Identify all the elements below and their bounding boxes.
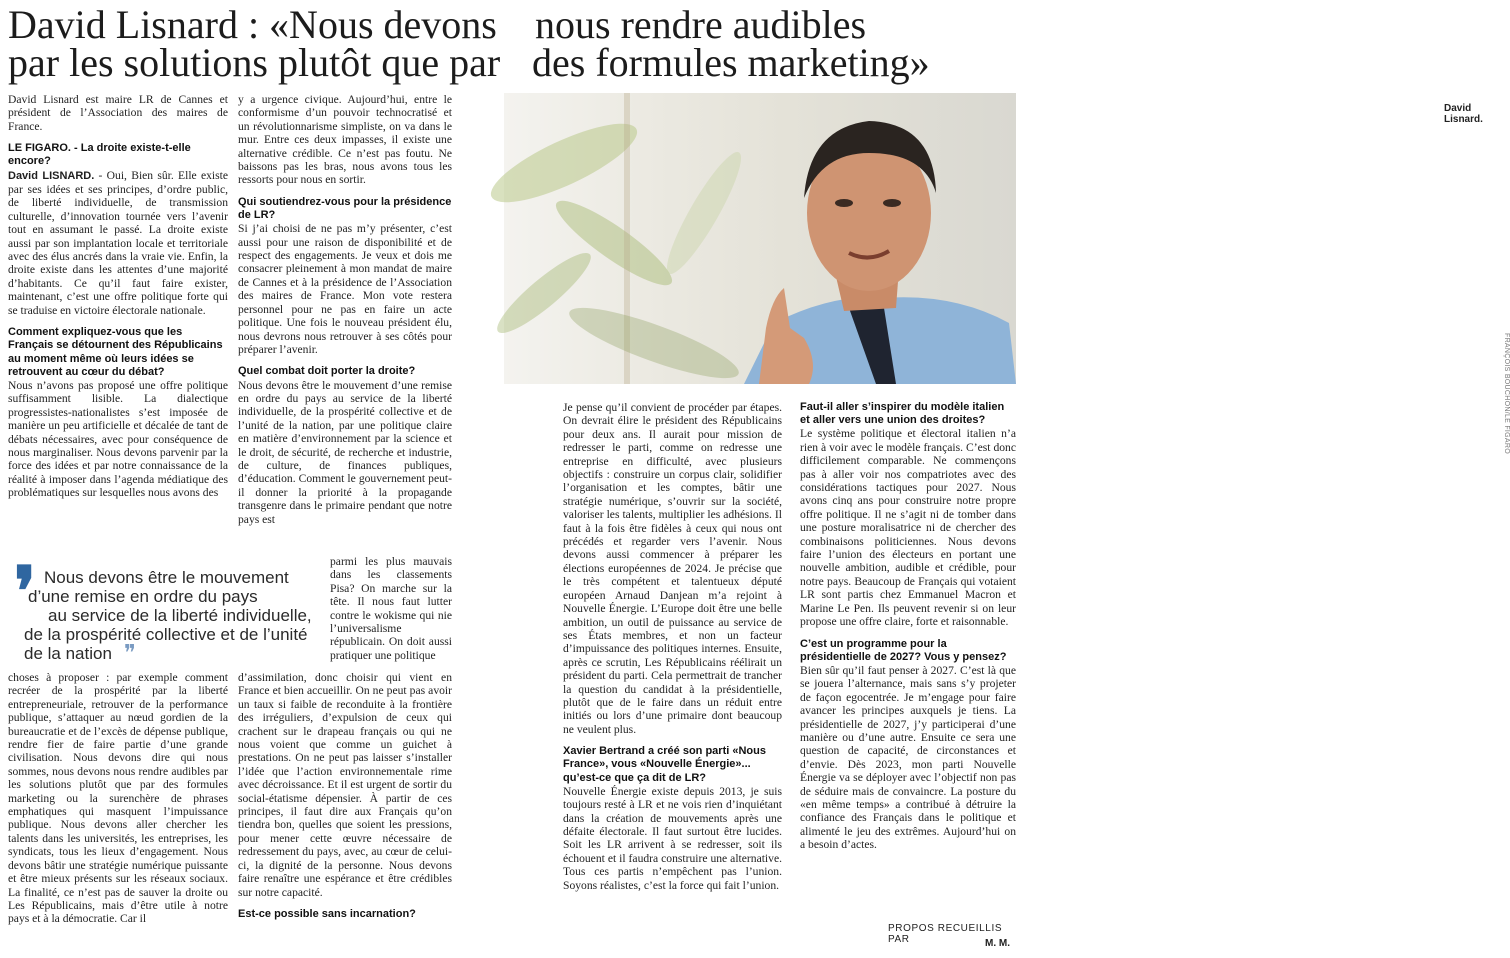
signature-line: PROPOS RECUEILLIS PAR [888, 923, 1003, 945]
column-2 [238, 93, 452, 553]
column-1-continued [8, 671, 228, 955]
paragraph-urgence: y a urgence civique. Aujourd’hui, entre le conformisme d’un pouvoir technocratisé et un révolutionnarisme simpliste, on va dans le mur. Entre ces deux impasses, il existe une alternative crédible. Ce n’est pas foutu. Ne baissons pas les bras, nous avons tous les ressorts pour nous en sortir. [238, 93, 452, 187]
answer-4-continued: d’assimilation, donc choisir qui vient en France et bien accueillir. On ne peut pas avoir un taux si faible de reconduite à la frontière des irréguliers, d’expulsion de ceux qui crachent sur le drapeau français ou qui ne nous voient que comme un guichet à prestations. On ne peut pas laisser s’installer l’idée que l’action environnementale rime avec décroissance. Et il est urgent de sortir du social-étatisme dépensier. À partir de ces principes, il faut dire aux Français qu’on tiendra bon, quelles que soient les pressions, pour mener cette œuvre nécessaire de redressement du pays, avec, au cœur de celui-ci, la dignité de la personne. Nous devons faire renaître une espérance et être crédibles sur notre capacité. [238, 671, 452, 899]
answer-3: Si j’ai choisi de ne pas m’y présenter, c’est aussi pour une raison de disponibilité et de respect des engagements. Je veux et dois me consacrer pleinement à mon mandat de maire de Cannes et à la présidence de l’Association des maires de France. Mon vote restera personnel pour ne pas en faire un acte politique. Une fois le nouveau président élu, nous devrons nous retrouver à ses côtés pour préparer l’avenir. [238, 222, 452, 356]
photo-credit: FRANÇOIS BOUCHON/LE FIGARO [1503, 333, 1510, 454]
answer-2: Nous n’avons pas proposé une offre politique suffisamment lisible. La dialectique progressistes-nationalistes s’est imposée de manière un peu artificielle et décalée de tant de débats nécessaires, avec pour conséquence de nous marginaliser. Nous devons parvenir par la force des idées et par notre connaissance de la réalité à imposer dans l’agenda médiatique des problématiques sur lesquelles nous avons des [8, 378, 228, 500]
question-8: C’est un programme pour la présidentielle de 2027? Vous y pensez? [800, 637, 1007, 663]
headline-line1-right: nous rendre audibles [535, 2, 867, 47]
answer-8: Bien sûr qu’il faut penser à 2027. C’est là que se jouera l’alternance, mais sans s’y projeter de façon egocentrée. Je m’engage pour faire avancer les principes auxquels je tiens. La présidentielle de 2027, j’y participerai d’une manière ou d’une autre. Ensuite ce sera une question de capacité, de circonstances et d’envie. Dès 2023, mon parti Nouvelle Énergie va se déployer avec l’objectif non pas de séduire mais de convaincre. La posture du «en même temps» a contribué à détruire la confiance des Français dans le politique et alimenté le jeu des extrêmes. Aujourd’hui on a besoin d’actes. [800, 663, 1016, 852]
pull-quote-line: au service de la liberté individuelle, [48, 606, 312, 625]
answer-7: Le système politique et électoral italien n’a rien à voir avec le modèle français. C’est donc difficilement comparable. Ne commençons pas à aller voir nos compatriotes avec des considérations tactiques pour 2027. Nous avons cinq ans pour construire notre propre offre politique. Il ne s’agit ni de tomber dans une posture moralisatrice ni de chercher des combinaisons politiciennes. Nous devons faire l’union des électeurs en portant une nouvelle ambition, audible et crédible, pour notre pays. Beaucoup de Français qui votaient LR sont partis chez Emmanuel Macron et Marine Le Pen. Ils peuvent revenir si on leur propose une offre claire, forte et raisonnable. [800, 427, 1016, 629]
question-5: Est-ce possible sans incarnation? [238, 907, 416, 920]
question-6: Xavier Bertrand a créé son parti «Nous France», vous «Nouvelle Énergie»... qu’est-ce que ça dit de LR? [563, 745, 766, 784]
headline-line2-right: des formules marketing» [532, 40, 930, 85]
portrait-illustration [504, 93, 1016, 384]
column-3 [563, 401, 782, 955]
pull-quote-line: Nous devons être le mouvement [44, 568, 289, 587]
column-4 [800, 401, 1016, 955]
question-2: Comment expliquez-vous que les Français se détournent des Républicains au moment même où leurs idées se retrouvent au cœur du débat? [8, 326, 223, 378]
answer-2-continued: choses à proposer : par exemple comment recréer de la prospérité par la liberté entrepreneuriale, retrouver de la performance publique, s’attaquer au nœud gordien de la bureaucratie et de l’excès de dépense publique, rendre fier de faire partie d’une grande civilisation. Nous devons dire qui nous sommes, nous devons nous rendre audibles par les solutions plutôt que par des formules marketing ou la surenchère de phrases emphatiques qui masquent l’impuissance publique. Nous devons aller chercher les talents dans les universités, les entreprises, les syndicats, tous les lieux d’engagement. Nous devons bâtir une stratégie numérique puissante et être mieux présents sur les réseaux sociaux. La finalité, ce n’est pas de sauver la droite ou Les Républicains, mais d’être utile à notre pays et à la démocratie. Car il [8, 671, 228, 926]
answer-1: - Oui, Bien sûr. Elle existe par ses idées et ses principes, d’ordre public, de liberté individuelle, de transmission culturelle, d’innovation tournée vers l’avenir tout en assumant le passé. La droite existe aussi par son implantation locale et territoriale avec des élus ancrés dans la vraie vie. Enfin, la droite existe dans les attentes d’une majorité d’habitants. Ce qu’il faut faire exister, maintenant, c’est une offre politique forte qui se traduise en victoire électorale nationale. [8, 168, 228, 317]
question-1: LE FIGARO. - La droite existe-t-elle encore? [8, 142, 191, 168]
closing-quote-icon: ❞ [124, 640, 136, 665]
answer-4: Nous devons être le mouvement d’une remise en ordre du pays au service de la liberté individuelle, de la prospérité collective et de l’unité de la nation, par une politique claire en matière d’environnement par la science et le droit, de sécurité, de recherche et industrie, de culture, de finances publiques, d’éducation. Comment le gouvernement peut-il donner la priorité à la propagande transgenre dans le primaire pendant que notre pays est [238, 378, 452, 526]
quote-mark-icon: ❜ [14, 554, 36, 630]
column-2-continued [238, 671, 452, 955]
headline-line1-left: David Lisnard : «Nous devons [8, 2, 497, 47]
column-2-narrow [330, 555, 452, 671]
answer-5: Je pense qu’il convient de procéder par étapes. On devrait élire le président des Républicains pour deux ans. Il aurait pour mission de redresser le parti, comme on redresse une entreprise en difficulté, avec plusieurs objectifs : construire un corpus clair, solidifier l’organisation et les comptes, bâtir une stratégie numérique, s’ouvrir sur la société, valoriser les talents, multiplier les adhésions. Il faut à la fois être fidèles à ceux qui nous ont précédés et regarder vers l’avenir. Nous devons aussi commencer à préparer les élections européennes de 2024. Je précise que le très compétent et talentueux député européen Arnaud Danjean m’a rejoint à Nouvelle Énergie. L’Europe doit être une belle ambition, un outil de puissance au service de ses États membres, et non un facteur d’impuissance des politiques internes. Ensuite, après ce scrutin, Les Républicains réélirait un président du parti. Cela permettrait de trancher la question du candidat à la présidentielle, plutôt que de le faire dans un réduit entre initiés ou lors d’une primaire dont beaucoup ne veulent plus. [563, 401, 782, 736]
speaker-name: David LISNARD. [8, 169, 95, 182]
column-1 [8, 93, 228, 560]
signature-initials: M. M. [985, 938, 1010, 949]
headline-line2-left: par les solutions plutôt que par [8, 40, 501, 85]
question-4: Quel combat doit porter la droite? [238, 365, 416, 378]
question-7: Faut-il aller s’inspirer du modèle italien et aller vers une union des droites? [800, 401, 1005, 427]
pull-quote-line: de la prospérité collective et de l’unité [24, 625, 308, 644]
answer-6: Nouvelle Énergie existe depuis 2013, je suis toujours resté à LR et ne vois rien d’inquiétant dans la création de mouvements après une défaite électorale. Il faut surtout être lucides. Soit les LR arrivent à se redresser, soit ils échouent et il faudra construire une alternative. Tous ces partis n’empêchent pas l’union. Soyons réalistes, c’est la force qui fait l’union. [563, 784, 782, 892]
intro-paragraph: David Lisnard est maire LR de Cannes et président de l’Association des maires de France. [8, 93, 228, 133]
pull-quote-line: d’une remise en ordre du pays [28, 587, 258, 606]
photo-caption: David Lisnard. [1444, 103, 1483, 125]
pull-quote-line: de la nation [24, 644, 112, 663]
answer-4-narrow: parmi les plus mauvais dans les classements Pisa? On marche sur la tête. Il nous faut lutter contre le wokisme qui nie l’universalisme républicain. On doit aussi pratiquer une politique [330, 555, 452, 662]
question-3: Qui soutiendrez-vous pour la présidence de LR? [238, 195, 452, 222]
